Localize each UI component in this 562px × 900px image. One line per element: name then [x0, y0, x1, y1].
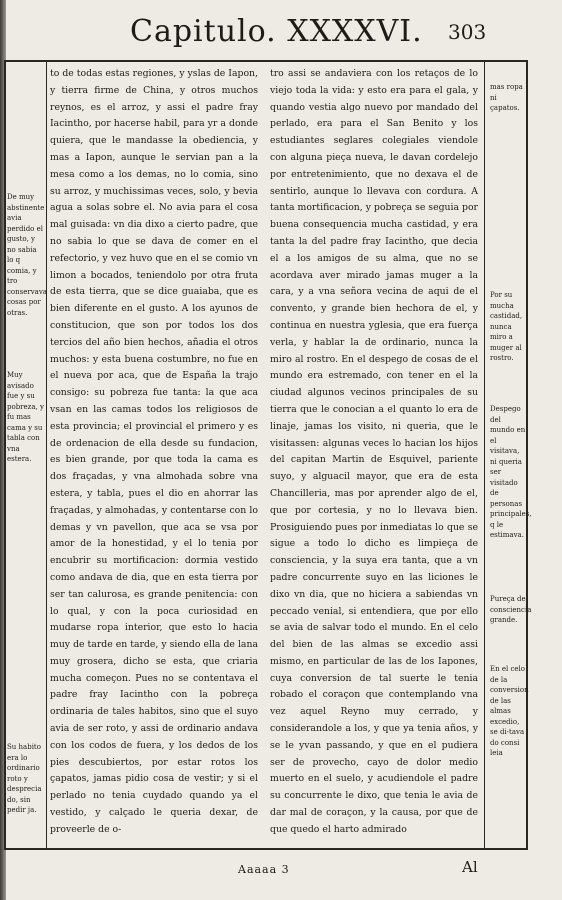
right-text-column	[270, 66, 478, 839]
catchword: Al	[462, 858, 478, 876]
left-text-column	[50, 66, 258, 839]
page-number: 303	[448, 20, 487, 44]
chapter-title: Capitulo. XXXXVI.	[130, 14, 423, 49]
right-column-text: tro assi se andaviera con los retaços de lo viejo toda la vida: y esto era para el gala, y quando vestia algo nuevo por mandado del perlado, era para el San Benito y los estudiantes seglares colegiales viendole con alguna pieça nueva, le davan cordelejo por entretenimiento, que no dexava el de sentirlo, aunque lo llevava con cordura. A tanta mortificacion, y pobreça se seguia por buena consequencia mucha castidad, y era tanta la del padre fray Iacintho, que decia el a los amigos de su alma, que no se acordava aver mirado jamas muger a la cara, y a vna señora vecina de aqui de el convento, y grande bien hechora de el, y continua en nuestra yglesia, que era fuerça verla, y hablar la de ordinario, nunca la miro al rostro. En el despego de cosas de el mundo era estremado, con tener en el la ciudad algunos vecinos principales de su tierra que le conocian a el quanto lo era de linaje, jamas los visito, ni queria, que le visitassen: algunas veces lo hacian los hijos del capitan Martin de Esquivel, pariente suyo, y alguacil mayor, que era de esta Chancilleria, mas por aprender algo de el, que por cortesia, y no lo llevava bien. Prosiguiendo pues por inmediatas lo que se sigue a todo lo dicho es limpieça de consciencia, y la suya era tanta, que a vn padre concurrente suyo en las liciones le dixo vn dia, que no hiciera a sabiendas vn peccado venial, si entendiera, que por ello se avia de salvar todo el mundo. En el celo del bien de las almas se excedio assi mismo, en particular de las de los Iapones, cuya conversion de tal suerte le tenia robado el coraçon que contemplando vna vez aquel Reyno muy cerrado, y considerandole a los, y que ya tenia años, y se le yvan passando, y que en el pudiera ser de provecho, cayo de dolor medio muerto en el suelo, y acudiendole el padre su concurrente le dixo, que tenia le avia de dar mal de coraçon, y la causa, por que de que quedo el harto admirado	[270, 68, 478, 835]
left-margin-rule	[46, 60, 47, 850]
left-margin-note-habit: Su habito era lo ordinario roto y desprecia do, sin pedir ja.	[7, 743, 42, 814]
left-margin-note-abstinence: De muy abstinente avia perdido el gusto, y no sabia lo q comia, y tro conservava cosas por otras.	[7, 193, 47, 317]
right-margin-note-conscience: Pureça de consciencia grande.	[490, 595, 532, 624]
signature-mark: Aaaaa 3	[238, 863, 290, 876]
right-margin-note-zeal: En el celo de la conversion de las almas excedio, se di-tava do consi leia	[490, 665, 529, 757]
left-margin-note-poverty: Muy avisado fue y su pobreza, y fu mas cama y su tabla con vna estera.	[7, 371, 44, 463]
right-margin-note-clothing: mas ropa ni çapatos.	[490, 83, 523, 112]
right-margin-rule	[484, 60, 485, 850]
right-margin-note-chastity: Por su mucha castidad, nunca miro a muger al rostro.	[490, 291, 523, 362]
left-column-text: to de todas estas regiones, y yslas de Iapon, y tierra firme de China, y otros muchos reynos, es el arroz, y assi el padre fray Iacintho, por hacerse habil, para yr a donde quiera, que le mandasse la obediencia, y mas a Iapon, aunque le servian pan a la mesa como a los demas, no lo comia, sino su arroz, y muchissimas veces, solo, y bevia agua a solas sobre el. No avia para el cosa mal guisada: vn dia dixo a cierto padre, que no sabia lo que se dava de comer en el refectorio, y vez huvo que en el se comio vn limon a bocados, teniendolo por otra fruta de esta tierra, que se dice guaiaba, que es bien diferente en el gusto. A los ayunos de constitucion, que son por todos los dos tercios del año bien hechos, añadia el otros muchos: y esta buena costumbre, no fue en el nueva por aca, que de España la trajo consigo: su pobreza fue tanta: la que aca vsan en las camas todos los religiosos de esta provincia; el provincial el primero y es de ordenacion de ella desde su fundacion, es bien grande, por que toda la cama es dos fraçadas, y vna almohada sobre vna estera, y tabla, pues el dio en ahorrar las fraçadas, y almohadas, y contentarse con lo demas y vn pavellon, que aca se vsa por amor de la honestidad, y el lo tenia por encubrir su mortificacion: dormia vestido como andava de dia, que en esta tierra por ser tan calurosa, es grande penitencia: con lo qual, y con la poca curiosidad en mudarse ropa interior, que esto lo hacia muy de tarde en tarde, y siendo ella de lana muy grosera, dicho se esta, que criaria mucha começon. Pues no se contentava el padre fray Iacintho con la pobreça ordinaria de tales habitos, sino que el suyo avia de ser roto, y assi de ordinario andava con los codos de fuera, y los dedos de los pies descubiertos, por estar rotos los çapatos, jamas pidio cosa de vestir; y si el perlado no tenia cuydado quando ya el vestido, y calçado le queria dexar, de proveerle de o-	[50, 68, 258, 835]
right-margin-note-detachment: Despego del mundo en el visitava, ni queria ser visitado de personas principales, q le estimava.	[490, 405, 532, 539]
